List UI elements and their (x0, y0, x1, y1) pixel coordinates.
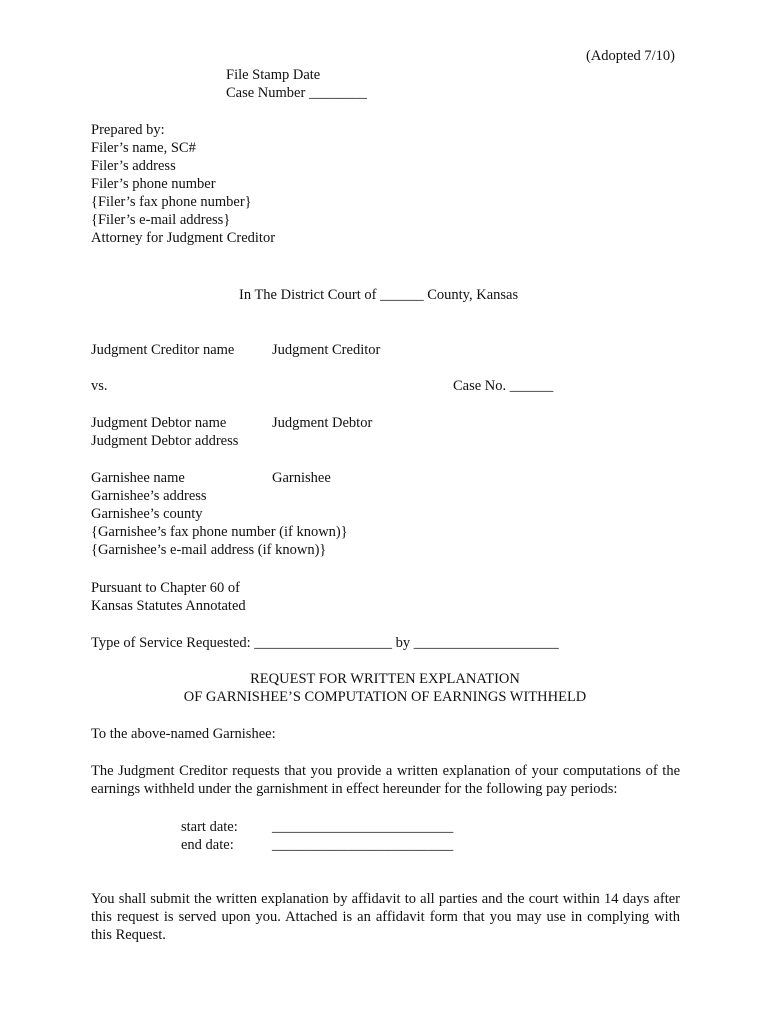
filer-email: {Filer’s e-mail address} (91, 212, 231, 228)
versus: vs. (91, 378, 108, 394)
attorney-role: Attorney for Judgment Creditor (91, 230, 276, 246)
case-no-field: Case No. ______ (453, 378, 554, 394)
filer-phone: Filer’s phone number (91, 176, 216, 192)
statute-reference (91, 579, 246, 615)
start-date-field: _________________________ (272, 819, 454, 835)
prepared-by-heading: Prepared by: (91, 122, 165, 138)
file-stamp-date: File Stamp Date (226, 67, 321, 83)
end-date-field: _________________________ (272, 837, 454, 853)
garnishee-email: {Garnishee’s e-mail address (if known)} (91, 542, 327, 558)
garnishee-address: Garnishee’s address (91, 488, 207, 504)
statute-line-2: Kansas Statutes Annotated (91, 598, 246, 614)
creditor-role: Judgment Creditor (272, 342, 381, 358)
service-type-field: Type of Service Requested: ___________________ by ____________________ (91, 635, 559, 651)
title-line-1: REQUEST FOR WRITTEN EXPLANATION (250, 671, 520, 687)
document-title (0, 670, 770, 706)
debtor-role: Judgment Debtor (272, 415, 373, 431)
garnishee-details (91, 487, 348, 559)
salutation: To the above-named Garnishee: (91, 726, 276, 742)
start-date-label: start date: (181, 819, 238, 835)
request-paragraph: The Judgment Creditor requests that you provide a written explanation of your computations of the earnings withheld under the garnishment in effect hereunder for the following pay periods: (91, 763, 680, 797)
garnishee-fax: {Garnishee’s fax phone number (if known)} (91, 524, 348, 540)
garnishee-name: Garnishee name (91, 470, 185, 486)
filer-name: Filer’s name, SC# (91, 140, 196, 156)
garnishee-role: Garnishee (272, 470, 331, 486)
filer-address: Filer’s address (91, 158, 176, 174)
filer-fax: {Filer’s fax phone number} (91, 194, 252, 210)
creditor-name: Judgment Creditor name (91, 342, 235, 358)
court-heading: In The District Court of ______ County, Kansas (239, 287, 519, 303)
adopted-date: (Adopted 7/10) (586, 48, 675, 64)
end-date-label: end date: (181, 837, 234, 853)
prepared-by-block (91, 121, 275, 247)
debtor-address: Judgment Debtor address (91, 433, 239, 449)
debtor-name: Judgment Debtor name (91, 415, 227, 431)
garnishee-county: Garnishee’s county (91, 506, 203, 522)
title-line-2: OF GARNISHEE’S COMPUTATION OF EARNINGS WITHHELD (183, 689, 587, 705)
case-number-field: Case Number ________ (226, 85, 367, 101)
statute-line-1: Pursuant to Chapter 60 of (91, 580, 241, 596)
submission-paragraph: You shall submit the written explanation by affidavit to all parties and the court within 14 days after this request is served upon you. Attached is an affidavit form that you may use in complying with this Request. (91, 891, 680, 943)
